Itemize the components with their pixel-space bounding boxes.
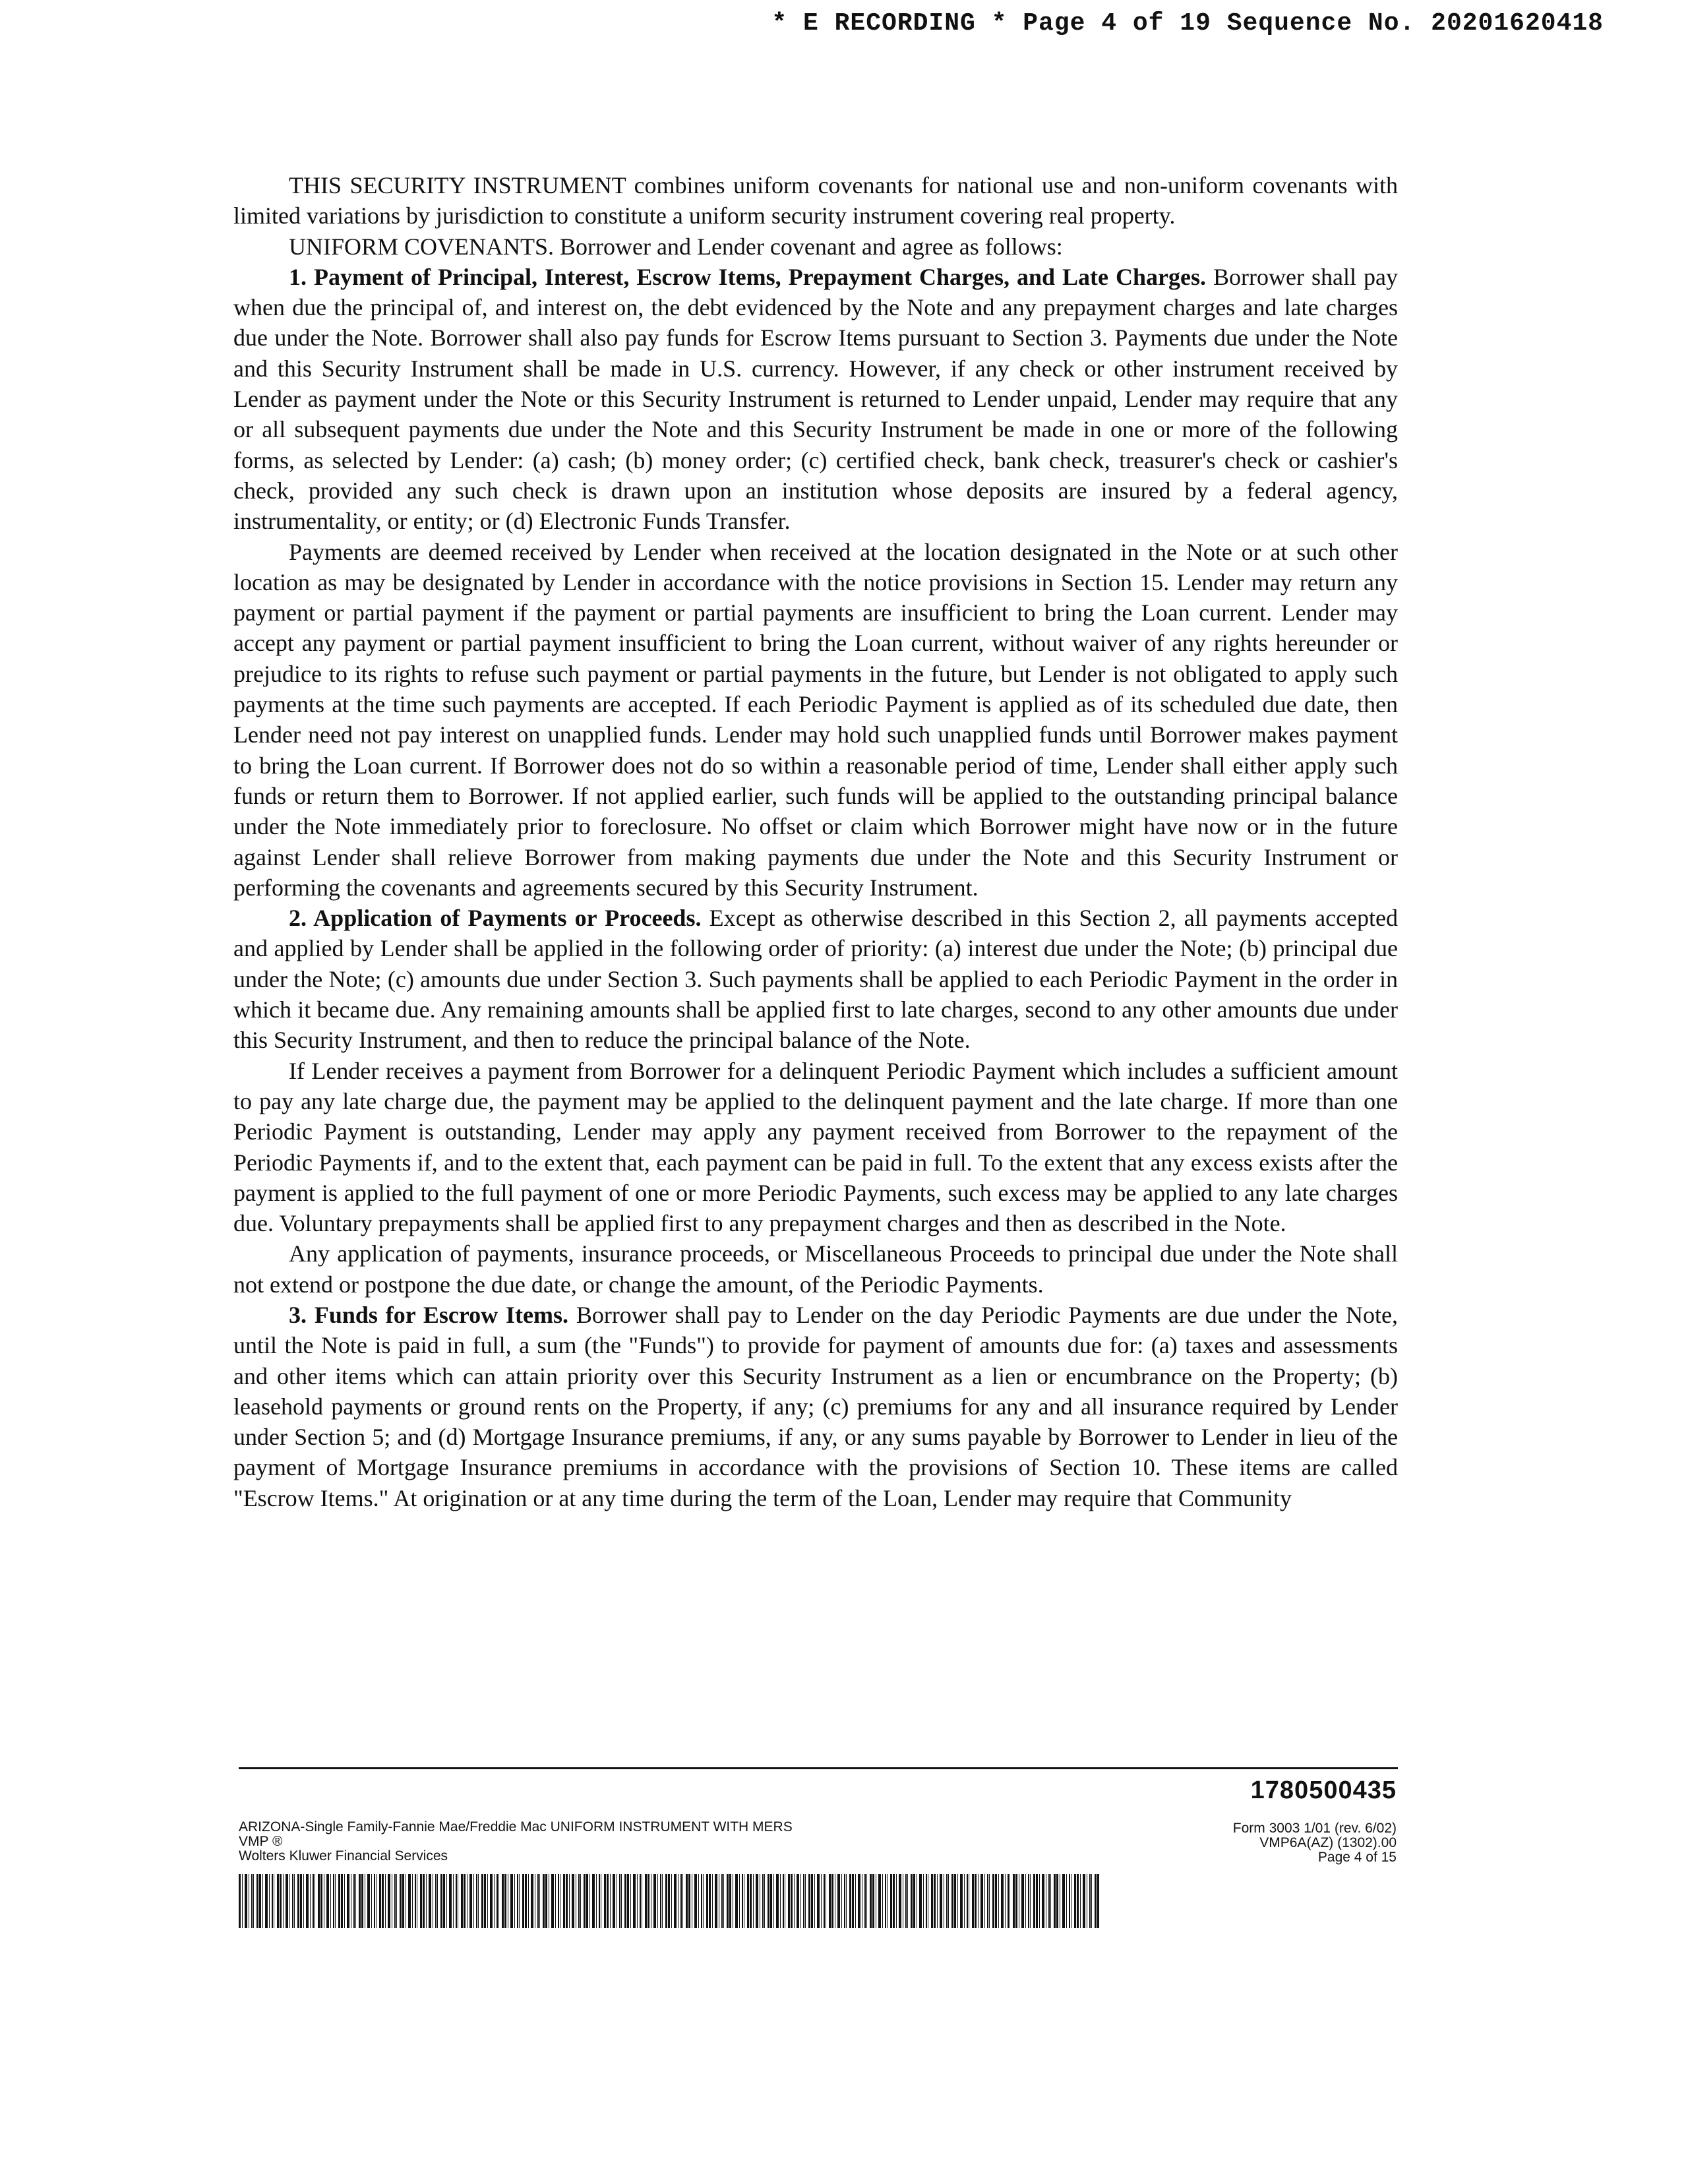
section-1-paragraph	[233, 262, 1398, 537]
section-1-heading: 1. Payment of Principal, Interest, Escrow Items, Prepayment Charges, and Late Charges.	[289, 263, 1207, 290]
form-number: Form 3003 1/01 (rev. 6/02)	[1232, 1821, 1397, 1836]
section-1-paragraph-2: Payments are deemed received by Lender when received at the location designated in the Note or at such other location as may be designated by Lender in accordance with the notice provisions in Section 15. Lender may return any payment or partial payment if the payment or partial payments are insufficient to bring the Loan current. Lender may accept any payment or partial payment insufficient to bring the Loan current, without waiver of any rights hereunder or prejudice to its rights to refuse such payment or partial payments in the future, but Lender is not obligated to apply such payments at the time such payments are accepted. If each Periodic Payment is applied as of its scheduled due date, then Lender need not pay interest on unapplied funds. Lender may hold such unapplied funds until Borrower makes payment to bring the Loan current. If Borrower does not do so within a reasonable period of time, Lender shall either apply such funds or return them to Borrower. If not applied earlier, such funds will be applied to the outstanding principal balance under the Note immediately prior to foreclosure. No offset or claim which Borrower might have now or in the future against Lender shall relieve Borrower from making payments due under the Note and this Security Instrument or performing the covenants and agreements secured by this Security Instrument.	[233, 538, 1398, 901]
vmp-mark: VMP ®	[239, 1834, 283, 1849]
form-code: VMP6A(AZ) (1302).00	[1259, 1835, 1397, 1850]
page-indicator: Page 4 of 15	[1317, 1850, 1397, 1865]
section-2-heading: 2. Application of Payments or Proceeds.	[289, 905, 702, 932]
section-3-text: Borrower shall pay to Lender on the day Periodic Payments are due under the Note, until the Note is paid in full, a sum (the "Funds") to provide for payment of amounts due for: (a) taxes and assessments and other items which can attain priority over this Security Instrument as a lien or encumbrance on the Property; (b) leasehold payments or ground rents on the Property, if any; (c) premiums for any and all insurance required by Lender under Section 5; and (d) Mortgage Insurance premiums, if any, or any sums payable by Borrower to Lender in lieu of the payment of Mortgage Insurance premiums in accordance with the provisions of Section 10. These items are called "Escrow Items." At origination or at any time during the term of the Loan, Lender may require that Community	[233, 1301, 1398, 1511]
section-1-text: Borrower shall pay when due the principal of, and interest on, the debt evidenced by the Note and any prepayment charges and late charges due under the Note. Borrower shall also pay funds for Escrow Items pursuant to Section 3. Payments due under the Note and this Security Instrument shall be made in U.S. currency. However, if any check or other instrument received by Lender as payment under the Note or this Security Instrument is returned to Lender unpaid, Lender may require that any or all subsequent payments due under the Note and this Security Instrument be made in one or more of the following forms, as selected by Lender: (a) cash; (b) money order; (c) certified check, bank check, treasurer's check or cashier's check, provided any such check is drawn upon an institution whose deposits are insured by a federal agency, instrumentality, or entity; or (d) Electronic Funds Transfer.	[233, 263, 1398, 535]
uniform-covenants-paragraph: UNIFORM COVENANTS. Borrower and Lender covenant and agree as follows:	[289, 233, 1063, 260]
section-3-heading: 3. Funds for Escrow Items.	[289, 1301, 568, 1328]
document-body	[233, 170, 1398, 1513]
barcode-image	[239, 1874, 1100, 1928]
recording-stamp: * E RECORDING * Page 4 of 19 Sequence No. 20201620418	[771, 9, 1604, 38]
section-2-paragraph-2: If Lender receives a payment from Borrower for a delinquent Periodic Payment which includes a sufficient amount to pay any late charge due, the payment may be applied to the delinquent payment and the late charge. If more than one Periodic Payment is outstanding, Lender may apply any payment received from Borrower to the repayment of the Periodic Payments if, and to the extent that, each payment can be paid in full. To the extent that any excess exists after the payment is applied to the full payment of one or more Periodic Payments, such excess may be applied to any late charges due. Voluntary prepayments shall be applied first to any prepayment charges and then as described in the Note.	[233, 1057, 1398, 1237]
section-3-paragraph	[233, 1300, 1398, 1513]
loan-number: 1780500435	[1250, 1776, 1397, 1804]
section-2-text: Except as otherwise described in this Section 2, all payments accepted and applied by Lender shall be applied in the following order of priority: (a) interest due under the Note; (b) principal due under the Note; (c) amounts due under Section 3. Such payments shall be applied to each Periodic Payment in the order in which it became due. Any remaining amounts shall be applied first to late charges, second to any other amounts due under this Security Instrument, and then to reduce the principal balance of the Note.	[233, 905, 1398, 1054]
footer-form-id	[1233, 1821, 1397, 1865]
footer-form-info	[239, 1820, 793, 1864]
intro-paragraph: THIS SECURITY INSTRUMENT combines uniform covenants for national use and non-uniform covenants with limited variations by jurisdiction to constitute a uniform security instrument covering real property.	[233, 172, 1398, 229]
section-2-paragraph-3: Any application of payments, insurance proceeds, or Miscellaneous Proceeds to principal due under the Note shall not extend or postpone the due date, or change the amount, of the Periodic Payments.	[233, 1240, 1398, 1298]
publisher-name: Wolters Kluwer Financial Services	[239, 1848, 448, 1864]
section-2-paragraph	[233, 903, 1398, 1055]
footer-divider	[239, 1767, 1398, 1769]
form-title: ARIZONA-Single Family-Fannie Mae/Freddie Mac UNIFORM INSTRUMENT WITH MERS	[239, 1819, 793, 1835]
